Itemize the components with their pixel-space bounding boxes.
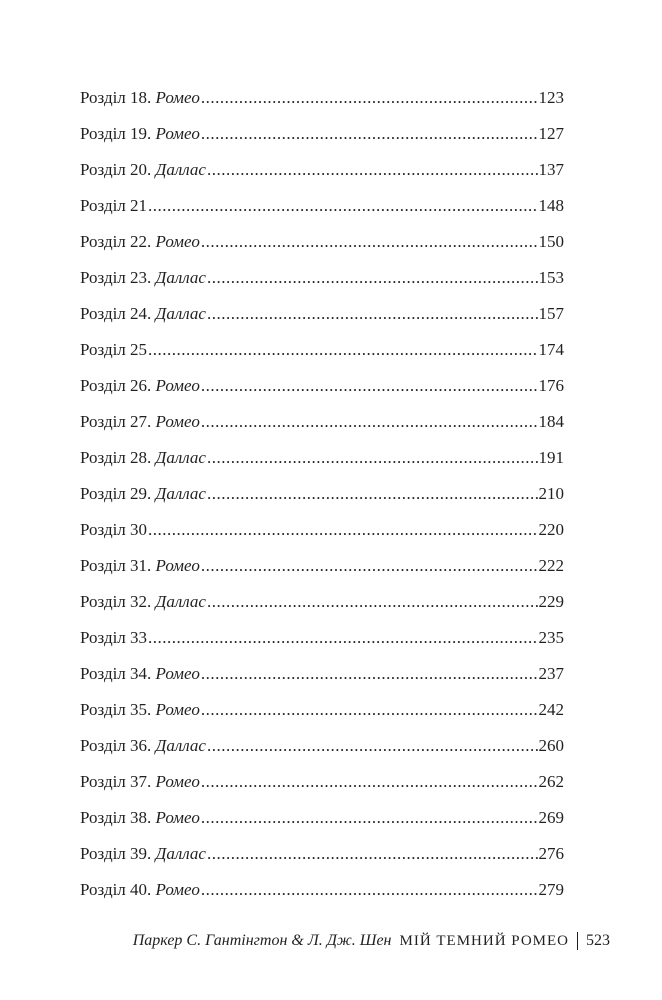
toc-entry-title bbox=[80, 878, 200, 902]
toc-page-number: 127 bbox=[538, 124, 564, 143]
toc-entry-title bbox=[80, 374, 200, 398]
toc-page-number: 184 bbox=[538, 412, 564, 431]
toc-page-number: 279 bbox=[538, 880, 564, 899]
toc-entry bbox=[80, 734, 564, 770]
toc-entry-title bbox=[80, 554, 200, 578]
toc-page-number: 148 bbox=[538, 196, 564, 215]
dot-leader bbox=[207, 266, 538, 290]
toc-chapter-narrator: Даллас bbox=[155, 304, 206, 323]
toc-chapter-narrator: Даллас bbox=[155, 736, 206, 755]
toc-chapter-label: Розділ 28. bbox=[80, 448, 152, 467]
toc-page-number: 260 bbox=[538, 736, 564, 755]
toc-entry-title bbox=[80, 338, 147, 362]
toc-chapter-narrator: Даллас bbox=[155, 268, 206, 287]
toc-entry bbox=[80, 374, 564, 410]
toc-chapter-label: Розділ 23. bbox=[80, 268, 152, 287]
dot-leader bbox=[148, 194, 537, 218]
dot-leader bbox=[201, 410, 538, 434]
toc-chapter-narrator: Даллас bbox=[155, 844, 206, 863]
toc-entry bbox=[80, 518, 564, 554]
table-of-contents bbox=[80, 86, 564, 914]
toc-entry-title bbox=[80, 770, 200, 794]
toc-entry bbox=[80, 482, 564, 518]
toc-entry-title bbox=[80, 806, 200, 830]
toc-page-number: 137 bbox=[538, 160, 564, 179]
dot-leader bbox=[201, 86, 538, 110]
toc-entry bbox=[80, 86, 564, 122]
dot-leader bbox=[201, 806, 538, 830]
toc-entry bbox=[80, 302, 564, 338]
toc-entry-title bbox=[80, 518, 147, 542]
toc-chapter-narrator: Ромео bbox=[155, 772, 200, 791]
toc-chapter-narrator: Ромео bbox=[155, 664, 200, 683]
toc-chapter-narrator: Даллас bbox=[155, 484, 206, 503]
toc-chapter-label: Розділ 39. bbox=[80, 844, 152, 863]
toc-chapter-narrator: Ромео bbox=[155, 124, 200, 143]
toc-entry-title bbox=[80, 194, 147, 218]
toc-chapter-label: Розділ 35. bbox=[80, 700, 152, 719]
toc-page-number: 220 bbox=[538, 520, 564, 539]
toc-entry-title bbox=[80, 482, 206, 506]
toc-entry bbox=[80, 266, 564, 302]
page-number: 523 bbox=[586, 932, 610, 949]
dot-leader bbox=[201, 698, 538, 722]
toc-chapter-narrator: Даллас bbox=[155, 160, 206, 179]
toc-entry bbox=[80, 878, 564, 914]
toc-entry bbox=[80, 806, 564, 842]
toc-chapter-narrator: Ромео bbox=[155, 808, 200, 827]
toc-chapter-label: Розділ 30 bbox=[80, 520, 148, 539]
dot-leader bbox=[207, 482, 538, 506]
toc-chapter-label: Розділ 31. bbox=[80, 556, 152, 575]
footer-authors: Паркер С. Гантінгтон & Л. Дж. Шен bbox=[132, 932, 392, 949]
toc-entry-title bbox=[80, 230, 200, 254]
toc-entry bbox=[80, 662, 564, 698]
toc-page-number: 222 bbox=[538, 556, 564, 575]
toc-chapter-narrator: Даллас bbox=[155, 448, 206, 467]
toc-entry-title bbox=[80, 626, 147, 650]
dot-leader bbox=[201, 230, 538, 254]
toc-page-number: 242 bbox=[538, 700, 564, 719]
toc-chapter-label: Розділ 37. bbox=[80, 772, 152, 791]
dot-leader bbox=[207, 734, 538, 758]
dot-leader bbox=[148, 518, 537, 542]
toc-chapter-label: Розділ 36. bbox=[80, 736, 152, 755]
toc-chapter-label: Розділ 21 bbox=[80, 196, 148, 215]
toc-entry bbox=[80, 158, 564, 194]
toc-chapter-label: Розділ 24. bbox=[80, 304, 152, 323]
toc-page-number: 157 bbox=[538, 304, 564, 323]
toc-chapter-label: Розділ 18. bbox=[80, 88, 152, 107]
toc-chapter-label: Розділ 33 bbox=[80, 628, 148, 647]
toc-chapter-narrator: Даллас bbox=[155, 592, 206, 611]
toc-page-number: 235 bbox=[538, 628, 564, 647]
toc-chapter-narrator: Ромео bbox=[155, 412, 200, 431]
toc-chapter-label: Розділ 27. bbox=[80, 412, 152, 431]
toc-page-number: 276 bbox=[538, 844, 564, 863]
toc-entry-title bbox=[80, 662, 200, 686]
toc-chapter-label: Розділ 34. bbox=[80, 664, 152, 683]
toc-chapter-narrator: Ромео bbox=[155, 232, 200, 251]
toc-page-number: 123 bbox=[538, 88, 564, 107]
running-footer bbox=[133, 930, 610, 952]
toc-chapter-narrator: Ромео bbox=[155, 556, 200, 575]
dot-leader bbox=[148, 338, 537, 362]
toc-entry-title bbox=[80, 842, 206, 866]
toc-page-number: 150 bbox=[538, 232, 564, 251]
toc-page-number: 153 bbox=[538, 268, 564, 287]
toc-page-number: 237 bbox=[538, 664, 564, 683]
toc-entry-title bbox=[80, 122, 200, 146]
toc-chapter-label: Розділ 22. bbox=[80, 232, 152, 251]
dot-leader bbox=[201, 878, 538, 902]
toc-page-number: 191 bbox=[538, 448, 564, 467]
toc-entry bbox=[80, 194, 564, 230]
dot-leader bbox=[201, 374, 538, 398]
toc-page-number: 174 bbox=[538, 340, 564, 359]
toc-chapter-label: Розділ 25 bbox=[80, 340, 148, 359]
toc-entry bbox=[80, 338, 564, 374]
dot-leader bbox=[207, 842, 538, 866]
toc-chapter-narrator: Ромео bbox=[155, 88, 200, 107]
toc-entry bbox=[80, 770, 564, 806]
toc-entry-title bbox=[80, 734, 206, 758]
toc-entry-title bbox=[80, 266, 206, 290]
dot-leader bbox=[207, 302, 538, 326]
footer-book-title: МІЙ ТЕМНИЙ РОМЕО bbox=[399, 933, 569, 949]
dot-leader bbox=[201, 662, 538, 686]
toc-entry bbox=[80, 410, 564, 446]
toc-entry bbox=[80, 446, 564, 482]
dot-leader bbox=[201, 122, 538, 146]
toc-chapter-label: Розділ 32. bbox=[80, 592, 152, 611]
toc-chapter-label: Розділ 29. bbox=[80, 484, 152, 503]
dot-leader bbox=[207, 446, 538, 470]
toc-page-number: 176 bbox=[538, 376, 564, 395]
toc-entry-title bbox=[80, 158, 206, 182]
toc-entry bbox=[80, 230, 564, 266]
toc-page-number: 229 bbox=[538, 592, 564, 611]
toc-entry-title bbox=[80, 302, 206, 326]
toc-entry bbox=[80, 590, 564, 626]
toc-entry-title bbox=[80, 446, 206, 470]
dot-leader bbox=[201, 770, 538, 794]
toc-entry-title bbox=[80, 86, 200, 110]
toc-entry-title bbox=[80, 698, 200, 722]
toc-chapter-label: Розділ 40. bbox=[80, 880, 152, 899]
toc-entry bbox=[80, 698, 564, 734]
toc-page-number: 269 bbox=[538, 808, 564, 827]
toc-entry bbox=[80, 842, 564, 878]
toc-chapter-label: Розділ 19. bbox=[80, 124, 152, 143]
toc-chapter-label: Розділ 26. bbox=[80, 376, 152, 395]
toc-page-number: 262 bbox=[538, 772, 564, 791]
footer-divider bbox=[577, 932, 578, 950]
dot-leader bbox=[207, 590, 538, 614]
dot-leader bbox=[201, 554, 538, 578]
toc-entry bbox=[80, 122, 564, 158]
dot-leader bbox=[148, 626, 537, 650]
toc-chapter-label: Розділ 20. bbox=[80, 160, 152, 179]
toc-chapter-narrator: Ромео bbox=[155, 880, 200, 899]
toc-chapter-label: Розділ 38. bbox=[80, 808, 152, 827]
toc-entry bbox=[80, 554, 564, 590]
toc-page-number: 210 bbox=[538, 484, 564, 503]
toc-chapter-narrator: Ромео bbox=[155, 376, 200, 395]
toc-entry-title bbox=[80, 410, 200, 434]
toc-entry bbox=[80, 626, 564, 662]
toc-entry-title bbox=[80, 590, 206, 614]
dot-leader bbox=[207, 158, 538, 182]
toc-chapter-narrator: Ромео bbox=[155, 700, 200, 719]
